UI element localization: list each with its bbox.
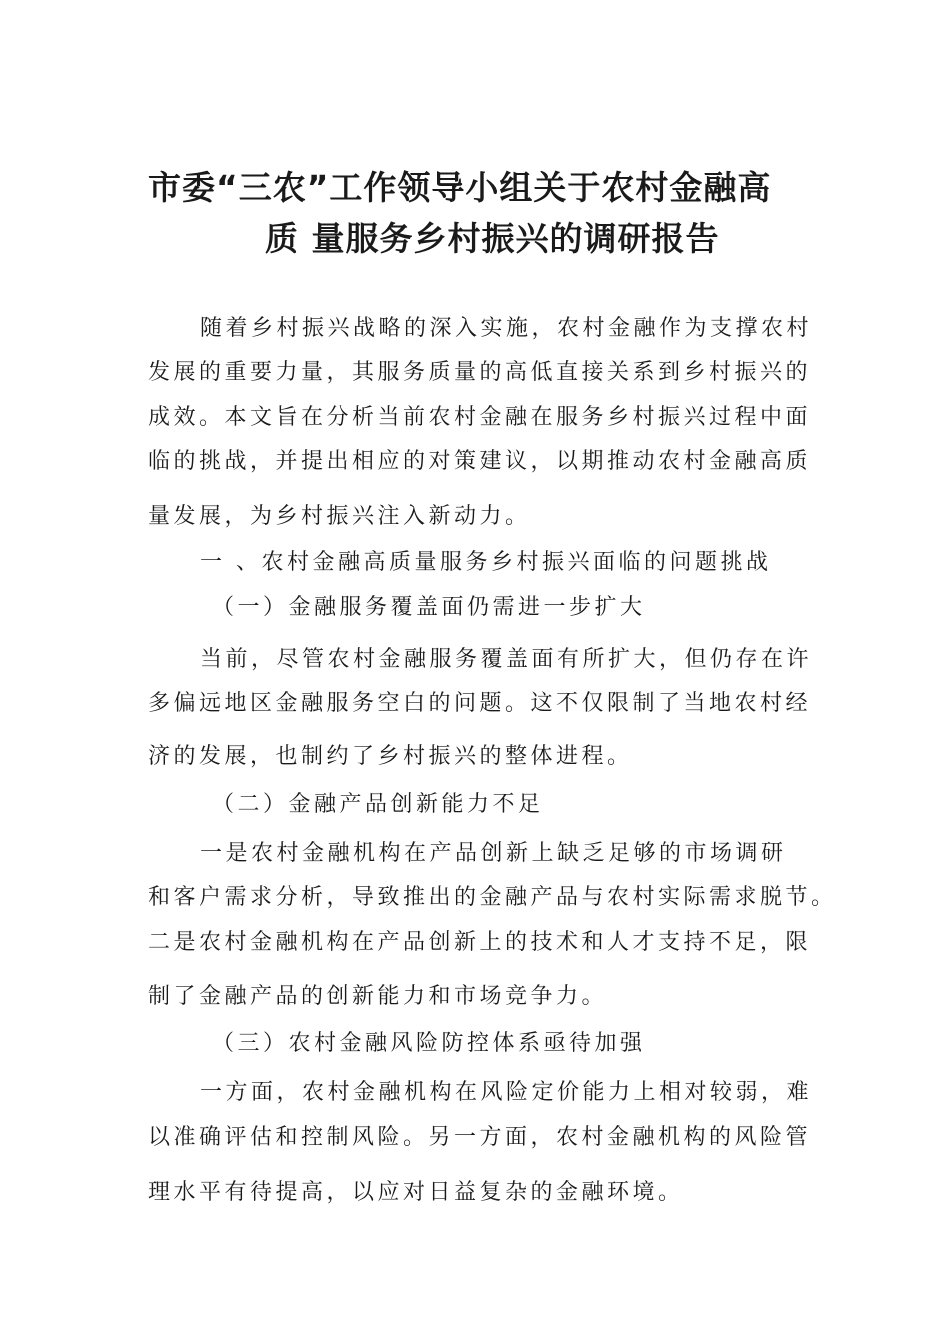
intro-line: 成效。本文旨在分析当前农村金融在服务乡村振兴过程中面 <box>148 405 812 430</box>
section-heading: 一 、农村金融高质量服务乡村振兴面临的问题挑战 <box>200 550 772 575</box>
intro-line: 临的挑战，并提出相应的对策建议，以期推动农村金融高质 <box>148 449 812 474</box>
subsection-heading: （二）金融产品创新能力不足 <box>212 792 544 817</box>
intro-line: 发展的重要力量，其服务质量的高低直接关系到乡村振兴的 <box>148 360 812 385</box>
paragraph-line: 二是农村金融机构在产品创新上的技术和人才支持不足，限 <box>148 930 812 955</box>
subsection-heading: （三）农村金融风险防控体系亟待加强 <box>212 1031 646 1056</box>
paragraph-line: 理水平有待提高，以应对日益复杂的金融环境。 <box>148 1180 684 1205</box>
intro-line: 量发展，为乡村振兴注入新动力。 <box>148 504 531 529</box>
paragraph-line: 多偏远地区金融服务空白的问题。这不仅限制了当地农村经 <box>148 691 812 716</box>
paragraph-line: 制了金融产品的创新能力和市场竞争力。 <box>148 984 608 1009</box>
paragraph-line: 和客户需求分析，导致推出的金融产品与农村实际需求脱节。 <box>148 885 837 910</box>
paragraph-line: 以准确评估和控制风险。另一方面，农村金融机构的风险管 <box>148 1125 812 1150</box>
paragraph-line: 当前，尽管农村金融服务覆盖面有所扩大，但仍存在许 <box>200 647 813 672</box>
paragraph-line: 一方面，农村金融机构在风险定价能力上相对较弱，难 <box>200 1080 813 1105</box>
paragraph-line: 一是农村金融机构在产品创新上缺乏足够的市场调研 <box>200 841 787 866</box>
intro-line: 随着乡村振兴战略的深入实施，农村金融作为支撑农村 <box>200 316 813 341</box>
paragraph-line: 济的发展，也制约了乡村振兴的整体进程。 <box>148 744 633 769</box>
report-title-line-2: 质 量服务乡村振兴的调研报告 <box>265 219 720 258</box>
subsection-heading: （一）金融服务覆盖面仍需进一步扩大 <box>212 595 646 620</box>
report-title-line-1: 市委“三农”工作领导小组关于农村金融高 <box>148 168 772 207</box>
